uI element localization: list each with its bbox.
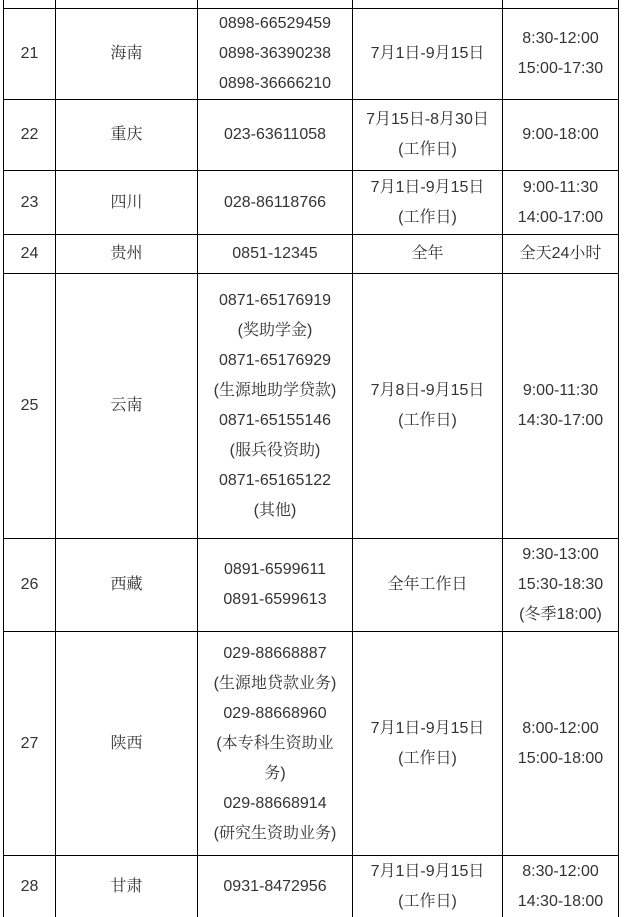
row-number-cell: 26 (4, 539, 56, 632)
time-line: 9:00-18:00 (522, 126, 599, 143)
time-line: 9:00-11:30 (522, 178, 599, 196)
time-line: 14:00-17:00 (517, 208, 604, 226)
date-cell (353, 539, 503, 632)
time-cell (503, 9, 619, 100)
phones-cell (198, 9, 353, 100)
date-cell (353, 235, 503, 274)
time-line: 14:30-17:00 (517, 412, 604, 429)
time-line: 8:30-12:00 (522, 30, 599, 47)
date-line: 7月1日-9月15日 (370, 178, 485, 196)
date-line: 7月8日-9月15日 (370, 382, 485, 399)
phones-cell (198, 100, 353, 171)
time-cell (503, 235, 619, 274)
phones-cell (198, 856, 353, 917)
hotline-table (3, 0, 619, 917)
time-line: 8:00-12:00 (522, 719, 599, 737)
phone-line: 0871-65155146 (218, 412, 332, 429)
row-number-cell: 25 (4, 274, 56, 539)
phone-line: (奖助学金) (237, 322, 313, 339)
phone-line: 0891-6599611 (223, 561, 327, 578)
phones-cell (198, 632, 353, 856)
partial-row (4, 0, 619, 9)
table-row (4, 171, 619, 235)
table-row (4, 274, 619, 539)
table-row (4, 100, 619, 171)
time-line: 9:30-13:00 (522, 546, 599, 563)
time-cell (503, 856, 619, 917)
phone-line: 0931-8472956 (223, 877, 327, 895)
province-cell: 贵州 (56, 235, 198, 274)
row-number-cell: 23 (4, 171, 56, 235)
province-cell: 云南 (56, 274, 198, 539)
date-cell (353, 100, 503, 171)
phone-line: 0898-36666210 (218, 75, 332, 92)
date-line: 7月1日-9月15日 (370, 719, 485, 737)
time-line: 全天24小时 (519, 245, 602, 262)
date-line: (工作日) (398, 749, 457, 767)
time-cell (503, 100, 619, 171)
phone-line: 029-88668960 (223, 704, 327, 722)
row-number-cell: 24 (4, 235, 56, 274)
date-cell (353, 9, 503, 100)
phone-line: 0871-65176919 (218, 292, 332, 309)
phone-line: (其他) (253, 502, 297, 519)
table-row (4, 235, 619, 274)
phone-line: 0851-12345 (232, 245, 318, 262)
date-line: 全年工作日 (387, 576, 468, 593)
date-line: 全年 (411, 245, 444, 262)
phone-line: 029-88668887 (223, 644, 327, 662)
phone-line: (服兵役资助) (229, 442, 321, 459)
time-line: (冬季18:00) (519, 606, 602, 623)
phone-line: (本专科生资助业 (216, 734, 334, 752)
time-cell (503, 632, 619, 856)
time-line: 14:30-18:00 (517, 892, 604, 910)
phones-cell (198, 235, 353, 274)
row-number-cell: 22 (4, 100, 56, 171)
table-row (4, 632, 619, 856)
date-cell (353, 856, 503, 917)
date-cell (353, 274, 503, 539)
province-cell: 海南 (56, 9, 198, 100)
phone-line: 0871-65176929 (218, 352, 332, 369)
phone-line: (生源地贷款业务) (213, 674, 337, 692)
partial-cell (503, 0, 619, 9)
time-cell (503, 539, 619, 632)
province-cell: 四川 (56, 171, 198, 235)
province-cell: 西藏 (56, 539, 198, 632)
row-number-cell: 28 (4, 856, 56, 917)
time-line: 8:30-12:00 (522, 862, 599, 880)
row-number-cell: 27 (4, 632, 56, 856)
phone-line: (生源地助学贷款) (213, 382, 337, 399)
table-row (4, 856, 619, 917)
phone-line: 0898-66529459 (218, 15, 332, 32)
date-line: 7月1日-9月15日 (370, 862, 485, 880)
time-cell (503, 274, 619, 539)
table-row (4, 539, 619, 632)
table-row (4, 9, 619, 100)
date-cell (353, 171, 503, 235)
time-line: 15:00-18:00 (517, 749, 604, 767)
phone-line: 029-88668914 (223, 794, 327, 812)
phone-line: 023-63611058 (223, 126, 327, 143)
date-line: 7月15日-8月30日 (366, 111, 489, 128)
partial-cell (4, 0, 56, 9)
time-cell (503, 171, 619, 235)
partial-cell (198, 0, 353, 9)
phones-cell (198, 171, 353, 235)
phones-cell (198, 274, 353, 539)
phone-line: 0891-6599613 (223, 591, 327, 608)
province-cell: 重庆 (56, 100, 198, 171)
time-line: 15:30-18:30 (517, 576, 604, 593)
date-line: (工作日) (398, 208, 457, 226)
date-cell (353, 632, 503, 856)
time-line: 15:00-17:30 (517, 60, 604, 77)
partial-cell (353, 0, 503, 9)
province-cell: 陕西 (56, 632, 198, 856)
phone-line: 0898-36390238 (218, 45, 332, 62)
date-line: (工作日) (398, 141, 457, 158)
partial-cell (56, 0, 198, 9)
phone-line: 028-86118766 (223, 193, 327, 211)
phone-line: 务) (264, 764, 286, 782)
date-line: 7月1日-9月15日 (370, 45, 485, 62)
phones-cell (198, 539, 353, 632)
row-number-cell: 21 (4, 9, 56, 100)
province-cell: 甘肃 (56, 856, 198, 917)
time-line: 9:00-11:30 (522, 382, 599, 399)
date-line: (工作日) (398, 892, 457, 910)
phone-line: 0871-65165122 (218, 472, 332, 489)
date-line: (工作日) (398, 412, 457, 429)
phone-line: (研究生资助业务) (213, 824, 337, 842)
